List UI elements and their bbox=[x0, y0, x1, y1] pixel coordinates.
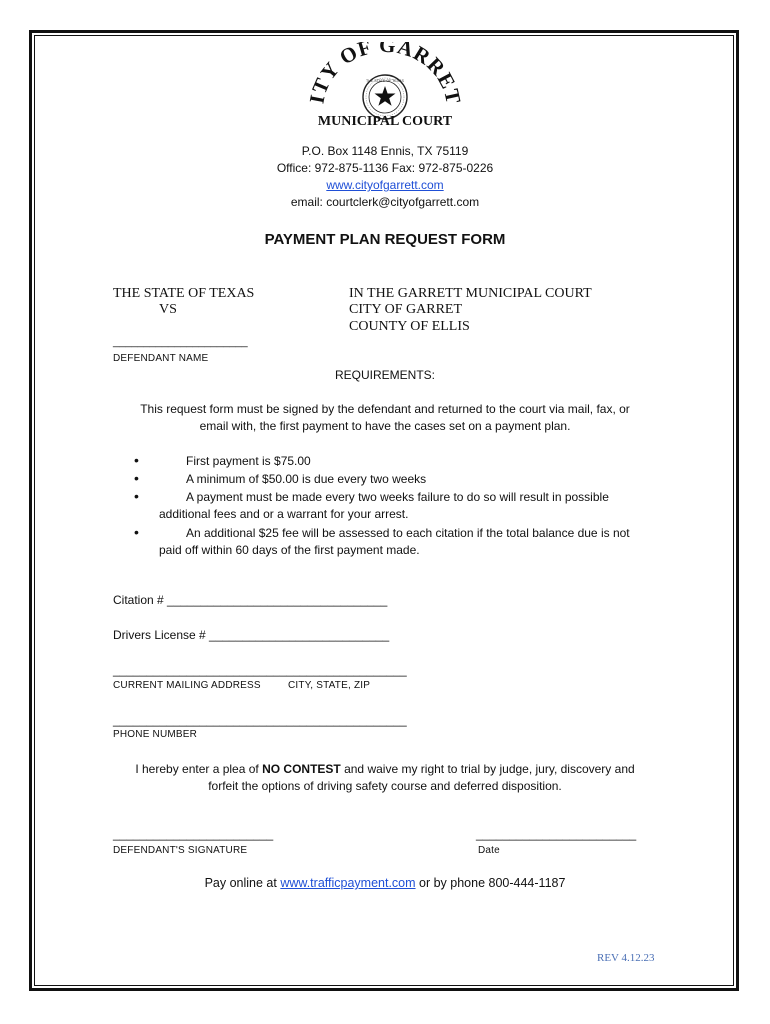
defendant-name-blank[interactable]: ______________________ bbox=[113, 336, 248, 348]
case-left-line1: THE STATE OF TEXAS bbox=[113, 286, 255, 301]
requirements-intro-line1: This request form must be signed by the defendant and returned to the court via mail, fax, or bbox=[140, 402, 630, 416]
bullet-4-text: An additional $25 fee will be assessed to each citation if the total balance due is not bbox=[186, 526, 630, 540]
bullet-2-text: A minimum of $50.00 is due every two weeks bbox=[186, 472, 427, 486]
phone-number-label: PHONE NUMBER bbox=[113, 729, 198, 740]
bullet-icon: • bbox=[134, 470, 139, 486]
plea-no-contest: NO CONTEST bbox=[262, 762, 341, 776]
logo-arc-text: ITY OF GARRET bbox=[305, 42, 465, 107]
bullet-4-text-cont: paid off within 60 days of the first payment made. bbox=[159, 543, 420, 557]
mailing-address-label: CURRENT MAILING ADDRESS bbox=[113, 680, 261, 691]
requirements-heading: REQUIREMENTS: bbox=[334, 368, 435, 382]
case-right-line2: CITY OF GARRET bbox=[349, 302, 463, 317]
traffic-payment-link[interactable]: www.trafficpayment.com bbox=[280, 876, 416, 890]
case-right-line3: COUNTY OF ELLIS bbox=[349, 319, 470, 334]
pay-online-line bbox=[135, 876, 635, 890]
court-phones: Office: 972-875-1136 Fax: 972-875-0226 bbox=[276, 161, 494, 175]
defendant-name-label: DEFENDANT NAME bbox=[113, 353, 209, 364]
plea-statement-line1 bbox=[85, 762, 685, 776]
date-label: Date bbox=[478, 845, 500, 856]
bullet-icon: • bbox=[134, 488, 139, 504]
pay-online-prefix: Pay online at bbox=[204, 876, 281, 890]
form-title: PAYMENT PLAN REQUEST FORM bbox=[264, 231, 506, 248]
pay-online-suffix: or by phone 800-444-1187 bbox=[415, 876, 566, 890]
defendant-signature-label: DEFENDANT'S SIGNATURE bbox=[113, 845, 248, 856]
date-field[interactable]: ________________________ bbox=[476, 827, 637, 841]
citation-field[interactable]: Citation # _________________________________ bbox=[113, 593, 388, 607]
court-address: P.O. Box 1148 Ennis, TX 75119 bbox=[301, 144, 469, 158]
case-left-line2: VS bbox=[159, 302, 177, 317]
bullet-icon: • bbox=[134, 452, 139, 468]
court-email: email: courtclerk@cityofgarrett.com bbox=[290, 195, 480, 209]
bullet-3-text-cont: additional fees and or a warrant for your arrest. bbox=[159, 507, 409, 521]
plea-suffix: and waive my right to trial by judge, jury, discovery and bbox=[340, 762, 635, 776]
revision-label: REV 4.12.23 bbox=[597, 952, 655, 964]
case-right-line1: IN THE GARRETT MUNICIPAL COURT bbox=[349, 286, 592, 301]
court-subtitle: MUNICIPAL COURT bbox=[317, 114, 453, 129]
city-state-zip-label: CITY, STATE, ZIP bbox=[288, 680, 371, 691]
seal-text: THE STATE OF TEXAS bbox=[366, 79, 404, 83]
defendant-signature-field[interactable]: ________________________ bbox=[113, 827, 274, 841]
phone-number-field[interactable]: ____________________________________________ bbox=[113, 713, 407, 727]
plea-statement-line2: forfeit the options of driving safety course and deferred disposition. bbox=[208, 779, 562, 793]
bullet-1-text: First payment is $75.00 bbox=[186, 454, 311, 468]
bullet-3-text: A payment must be made every two weeks failure to do so will result in possible bbox=[186, 490, 609, 504]
requirements-intro-line2: email with, the first payment to have the cases set on a payment plan. bbox=[199, 419, 571, 433]
mailing-address-field[interactable]: ____________________________________________ bbox=[113, 663, 407, 677]
plea-prefix: I hereby enter a plea of bbox=[135, 762, 263, 776]
bullet-icon: • bbox=[134, 524, 139, 540]
website-link[interactable]: www.cityofgarrett.com bbox=[326, 178, 444, 192]
drivers-license-field[interactable]: Drivers License # ___________________________ bbox=[113, 628, 390, 642]
